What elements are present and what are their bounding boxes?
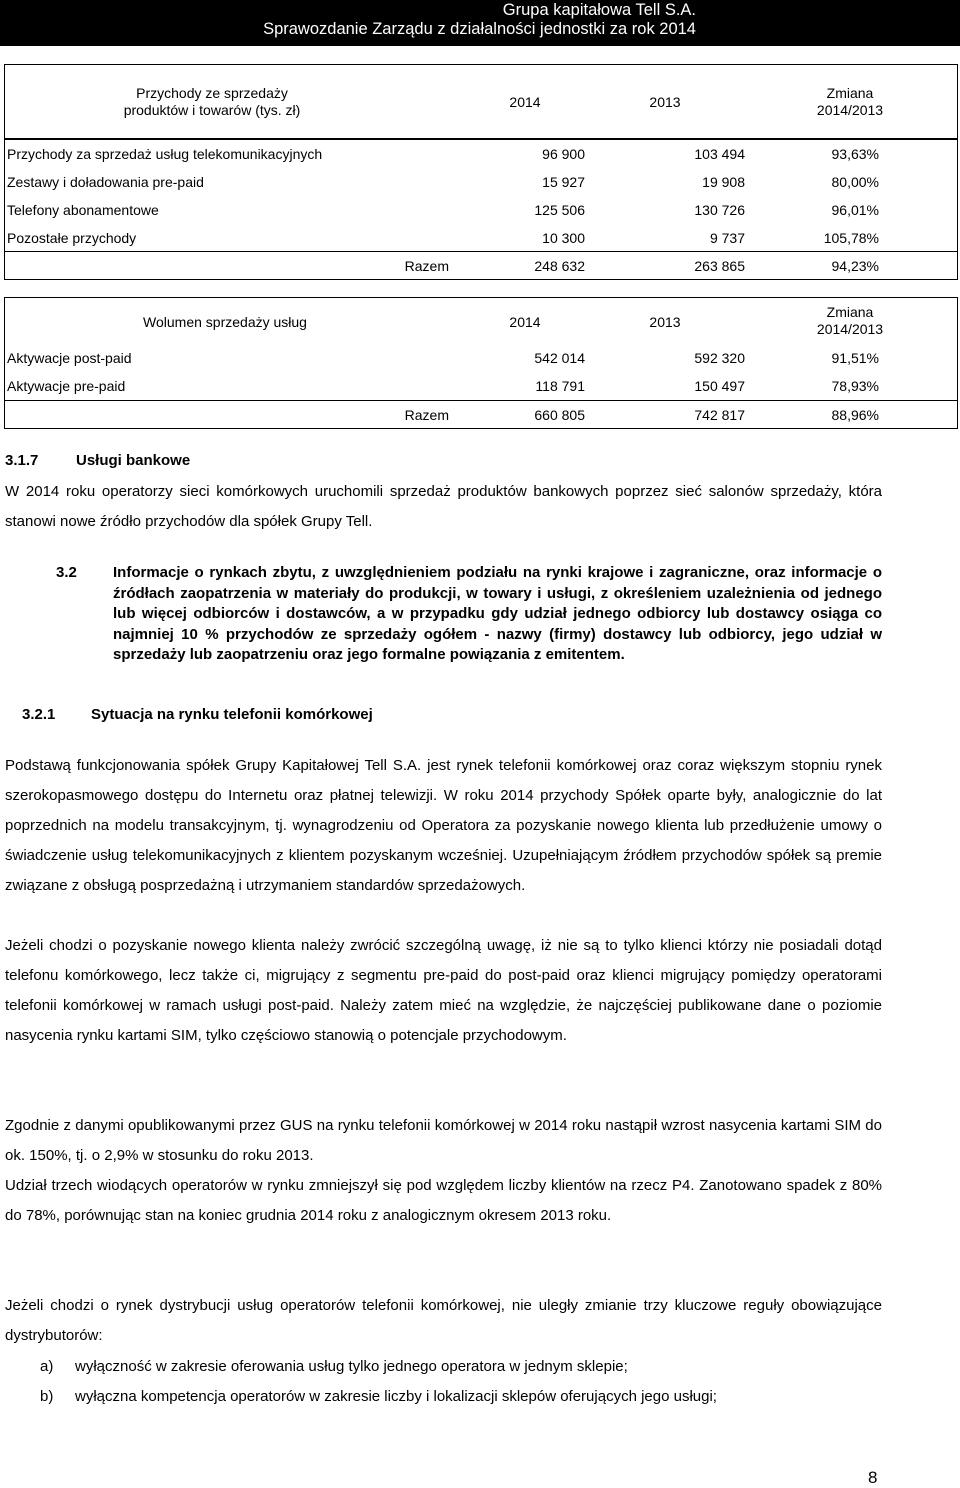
row-2013: 150 497	[694, 378, 745, 394]
row-change: 93,63%	[831, 146, 879, 162]
section-3-1-7-title: Usługi bankowe	[76, 452, 191, 469]
section-3-2-1-title: Sytuacja na rynku telefonii komórkowej	[91, 706, 373, 723]
list-item-text: wyłączna kompetencja operatorów w zakresie liczby i lokalizacji sklepów oferujących jego usługi;	[75, 1388, 717, 1405]
section-3-2-1-number: 3.2.1	[22, 706, 56, 723]
paragraph: Jeżeli chodzi o rynek dystrybucji usług operatorów telefonii komórkowej, nie uległy zmianie trzy kluczowe reguły obowiązujące dystrybutorów:	[5, 1297, 882, 1344]
total-2013: 742 817	[694, 407, 745, 423]
year-2013-header: 2013	[649, 94, 681, 110]
row-label: Przychody za sprzedaż usług telekomunikacyjnych	[7, 146, 323, 162]
list-item-text: wyłączność w zakresie oferowania usług tylko jednego operatora w jednym sklepie;	[75, 1358, 628, 1375]
row-2014: 118 791	[535, 378, 585, 394]
list-item-label: a)	[40, 1358, 54, 1375]
list-item-label: b)	[40, 1388, 54, 1405]
page-number: 8	[868, 1468, 878, 1487]
row-2013: 130 726	[694, 202, 745, 218]
section-3-1-7-number: 3.1.7	[5, 452, 39, 469]
row-change: 78,93%	[831, 378, 879, 394]
section-3-1-7-text: W 2014 roku operatorzy sieci komórkowych uruchomili sprzedaż produktów bankowych poprzez sieć salonów sprzedaży, która stanowi nowe źródło przychodów dla spółek Grupy Tell.	[5, 483, 882, 530]
row-change: 91,51%	[831, 350, 879, 366]
page-header	[0, 0, 960, 46]
paragraph: Podstawą funkcjonowania spółek Grupy Kapitałowej Tell S.A. jest rynek telefonii komórkowej oraz coraz większym stopniu rynek szerokopasmowego dostępu do Internetu oraz płatnej telewizji. W roku 2014 przychody Spółek oparte były, analogicznie do lat poprzednich na modelu transakcyjnym, tj. wynagrodzeniu od Operatora za pozyskanie nowego klienta lub przedłużenie umowy o świadczenie usług telekomunikacyjnych z klientem pozyskanym wcześniej. Uzupełniającym źródłem przychodów spółek są premie związane z obsługą posprzedażną i utrzymaniem standardów sprzedażowych.	[5, 757, 882, 894]
total-change: 88,96%	[831, 407, 879, 423]
row-label: Telefony abonamentowe	[7, 202, 159, 218]
row-2014: 10 300	[542, 230, 585, 246]
revenue-table-body	[4, 139, 958, 251]
paragraph: Udział trzech wiodących operatorów w rynku zmniejszył się pod względem liczby klientów na rzecz P4. Zanotowano spadek z 80% do 78%, porównując stan na koniec grudnia 2014 roku z analogicznym okresem 2013 roku.	[5, 1177, 882, 1224]
row-change: 96,01%	[831, 202, 879, 218]
section-3-2-title: Informacje o rynkach zbytu, z uwzględnieniem podziału na rynki krajowe i zagraniczne, oraz informacje o źródłach zaopatrzenia w materiały do produkcji, w towary i usługi, z określeniem uzależnienia od jednego lub więcej odbiorców i dostawców, a w przypadku gdy udział jednego odbiorcy lub dostawcy osiąga co najmniej 10 % przychodów ze sprzedaży ogółem - nazwy (firmy) dostawcy lub odbiorcy, jego udział w sprzedaży lub zaopatrzeniu oraz jego formalne powiązania z emitentem.	[113, 564, 882, 663]
total-label: Razem	[404, 258, 449, 274]
volume-table-label-header: Wolumen sprzedaży usług	[143, 314, 307, 330]
row-2013: 592 320	[694, 350, 745, 366]
year-2014-header: 2014	[509, 94, 541, 110]
total-2014: 248 632	[534, 258, 585, 274]
section-3-2-number: 3.2	[56, 564, 77, 581]
total-change: 94,23%	[831, 258, 879, 274]
row-label: Aktywacje post-paid	[7, 350, 132, 366]
volume-table	[4, 297, 958, 400]
row-2014: 96 900	[542, 146, 585, 162]
header-company: Grupa kapitałowa Tell S.A.	[502, 1, 696, 19]
row-2013: 19 908	[702, 174, 745, 190]
row-label: Zestawy i doładowania pre-paid	[7, 174, 204, 190]
year-2013-header: 2013	[649, 314, 681, 330]
revenue-table-total	[4, 251, 958, 280]
total-2013: 263 865	[694, 258, 745, 274]
volume-table-total	[4, 400, 958, 429]
row-label: Pozostałe przychody	[7, 230, 137, 246]
revenue-table-label-header: Przychody ze sprzedaży produktów i towarów (tys. zł)	[123, 85, 301, 118]
row-change: 80,00%	[831, 174, 879, 190]
paragraph: Jeżeli chodzi o pozyskanie nowego klienta należy zwrócić szczególną uwagę, iż nie są to tylko klienci którzy nie posiadali dotąd telefonu komórkowego, lecz także ci, migrujący z segmentu pre-paid do post-paid oraz klienci migrujący pomiędzy operatorami telefonii komórkowej w ramach usługi post-paid. Należy zatem mieć na względzie, że najczęściej publikowane dane o poziomie nasycenia rynku kartami SIM, tylko częściowo stanowią o potencjale przychodowym.	[5, 937, 882, 1044]
revenue-table-header	[4, 64, 958, 139]
row-2014: 125 506	[534, 202, 585, 218]
row-2013: 103 494	[694, 146, 745, 162]
total-2014: 660 805	[534, 407, 585, 423]
header-report-title: Sprawozdanie Zarządu z działalności jednostki za rok 2014	[263, 20, 696, 38]
total-label: Razem	[404, 407, 449, 423]
row-2013: 9 737	[709, 230, 745, 246]
row-2014: 542 014	[534, 350, 585, 366]
change-header: Zmiana 2014/2013	[816, 304, 884, 337]
row-change: 105,78%	[823, 230, 879, 246]
row-2014: 15 927	[542, 174, 585, 190]
paragraph: Zgodnie z danymi opublikowanymi przez GUS na rynku telefonii komórkowej w 2014 roku nastąpił wzrost nasycenia kartami SIM do ok. 150%, tj. o 2,9% w stosunku do roku 2013.	[5, 1117, 882, 1164]
row-label: Aktywacje pre-paid	[7, 378, 126, 394]
change-header: Zmiana 2014/2013	[816, 85, 884, 118]
year-2014-header: 2014	[509, 314, 541, 330]
